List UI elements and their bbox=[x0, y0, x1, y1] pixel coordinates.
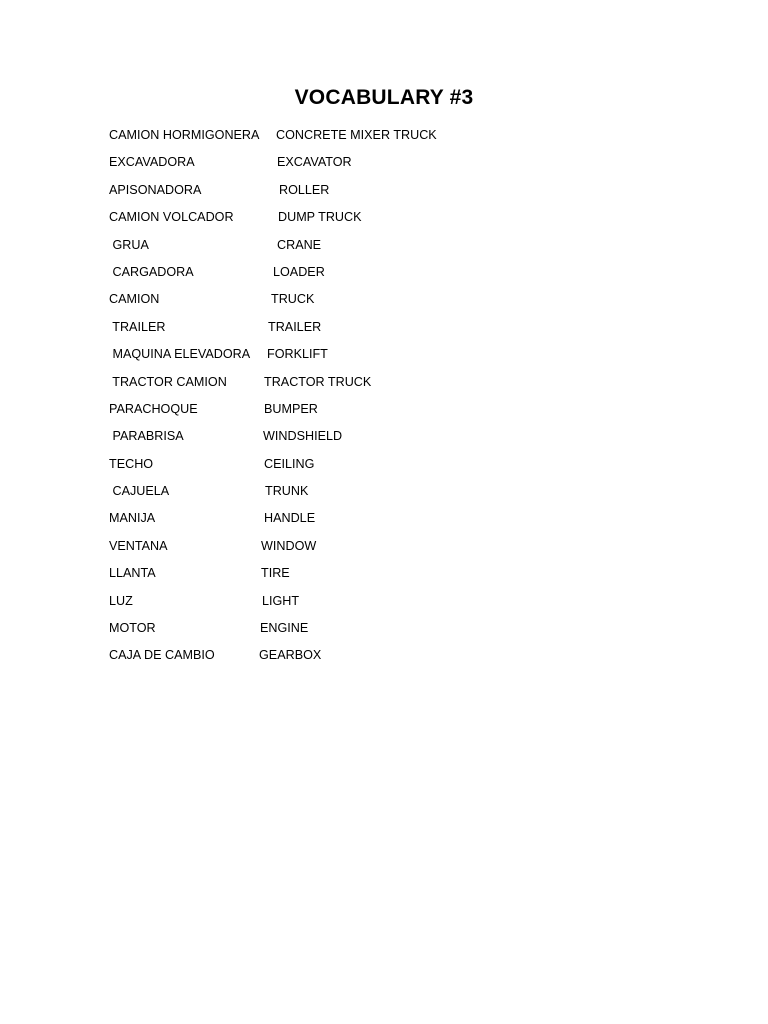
vocab-row bbox=[109, 537, 629, 564]
english-term: DUMP TRUCK bbox=[278, 210, 362, 225]
spanish-term: MOTOR bbox=[109, 621, 156, 636]
vocab-row bbox=[109, 181, 629, 208]
english-term: ENGINE bbox=[260, 621, 309, 636]
vocab-row bbox=[109, 564, 629, 591]
spanish-term: LLANTA bbox=[109, 566, 156, 581]
vocab-row bbox=[109, 455, 629, 482]
english-term: WINDSHIELD bbox=[263, 429, 343, 444]
vocab-row bbox=[109, 373, 629, 400]
english-term: LIGHT bbox=[262, 593, 300, 608]
vocab-row bbox=[109, 509, 629, 536]
spanish-term: CAMION VOLCADOR bbox=[109, 210, 234, 225]
english-term: CEILING bbox=[264, 456, 315, 471]
vocab-row bbox=[109, 318, 629, 345]
spanish-term: LUZ bbox=[109, 593, 133, 608]
english-term: LOADER bbox=[273, 264, 325, 279]
spanish-term: CAJA DE CAMBIO bbox=[109, 648, 215, 663]
vocab-row bbox=[109, 345, 629, 372]
spanish-term: MANIJA bbox=[109, 511, 156, 526]
vocab-row bbox=[109, 126, 629, 153]
vocab-row bbox=[109, 153, 629, 180]
vocab-row bbox=[109, 236, 629, 263]
vocab-row bbox=[109, 619, 629, 646]
spanish-term: GRUA bbox=[109, 237, 149, 252]
english-term: TRACTOR TRUCK bbox=[264, 374, 372, 389]
vocab-row bbox=[109, 482, 629, 509]
vocabulary-list bbox=[109, 126, 629, 674]
spanish-term: EXCAVADORA bbox=[109, 155, 195, 170]
vocab-row bbox=[109, 290, 629, 317]
english-term: TRAILER bbox=[268, 319, 322, 334]
spanish-term: CAMION bbox=[109, 292, 160, 307]
english-term: CRANE bbox=[277, 237, 322, 252]
vocab-row bbox=[109, 592, 629, 619]
spanish-term: VENTANA bbox=[109, 538, 168, 553]
english-term: ROLLER bbox=[279, 182, 330, 197]
spanish-term: PARABRISA bbox=[109, 429, 184, 444]
vocab-row bbox=[109, 208, 629, 235]
english-term: TRUCK bbox=[271, 292, 315, 307]
spanish-term: APISONADORA bbox=[109, 182, 202, 197]
spanish-term: MAQUINA ELEVADORA bbox=[109, 347, 251, 362]
spanish-term: PARACHOQUE bbox=[109, 401, 198, 416]
vocab-row bbox=[109, 427, 629, 454]
spanish-term: CAJUELA bbox=[109, 484, 170, 499]
english-term: TIRE bbox=[261, 566, 290, 581]
spanish-term: CARGADORA bbox=[109, 264, 194, 279]
vocab-row bbox=[109, 400, 629, 427]
english-term: EXCAVATOR bbox=[277, 155, 352, 170]
vocab-row bbox=[109, 646, 629, 673]
spanish-term: TRAILER bbox=[109, 319, 166, 334]
english-term: CONCRETE MIXER TRUCK bbox=[276, 128, 437, 142]
vocab-row bbox=[109, 263, 629, 290]
english-term: BUMPER bbox=[264, 401, 318, 416]
spanish-term: TRACTOR CAMION bbox=[109, 374, 227, 389]
spanish-term: TECHO bbox=[109, 456, 154, 471]
spanish-term: CAMION HORMIGONERA bbox=[109, 128, 260, 142]
english-term: WINDOW bbox=[261, 538, 317, 553]
document-title: VOCABULARY #3 bbox=[294, 86, 474, 109]
english-term: GEARBOX bbox=[259, 648, 322, 663]
english-term: HANDLE bbox=[264, 511, 316, 526]
english-term: TRUNK bbox=[265, 484, 309, 499]
english-term: FORKLIFT bbox=[267, 347, 328, 362]
